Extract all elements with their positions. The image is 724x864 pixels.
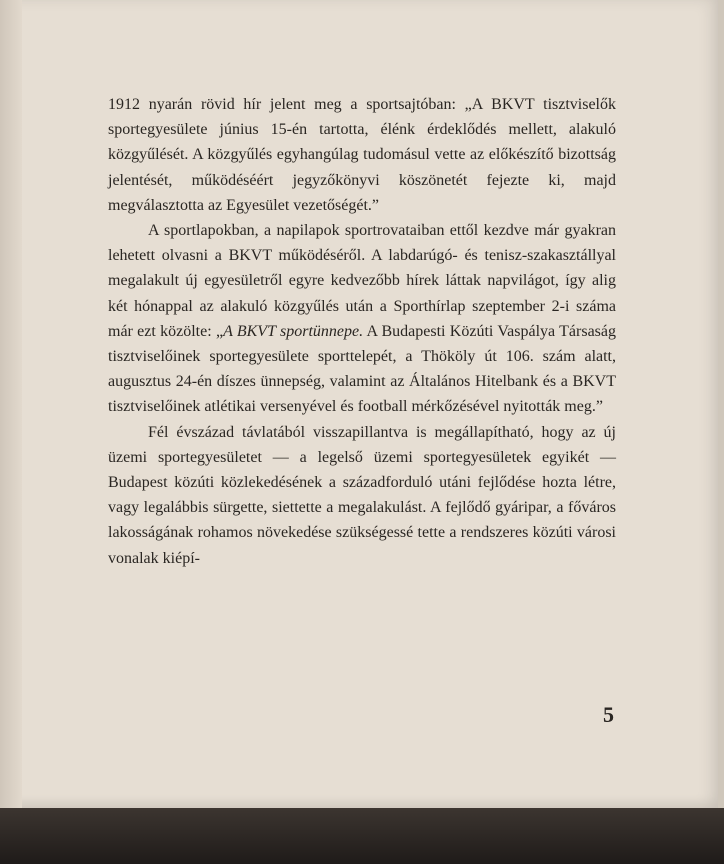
paragraph-2-text-b: A Budapesti Közúti Vaspálya Társaság tisztviselőinek sportegyesülete sporttelepét, a Thököly út 106. szám alatt, augusztus 24-én díszes ünnepség, valamint az Általános Hitelbank és a BKVT tisztviselőinek atlétikai versenyével és football mérkőzésével nyitották meg.” bbox=[108, 322, 616, 416]
paragraph-3-text: Fél évszázad távlatából visszapillantva is megállapítható, hogy az új üzemi sportegyesületet — a legelső üzemi sportegyesületek egyikét — Budapest közúti közlekedésének a századforduló utáni fejlődése hozta létre, vagy legalábbis sürgette, siettette a megalakulást. A fejlődő gyáripar, a főváros lakosságának rohamos növekedése szükségessé tette a rendszeres közúti városi vonalak kiépí- bbox=[108, 423, 616, 567]
paragraph-1 bbox=[108, 92, 616, 218]
paragraph-3 bbox=[108, 420, 616, 571]
paragraph-2-italic-title: A BKVT sportünnepe. bbox=[223, 322, 364, 340]
page-number: 5 bbox=[603, 702, 614, 727]
page-right-edge bbox=[718, 0, 724, 808]
body-text bbox=[108, 92, 616, 571]
paragraph-2-text-a: A sportlapokban, a napilapok sportrovataiban ettől kezdve már gyakran lehetett olvasni a BKVT működéséről. A labdarúgó- és tenisz-szakasztállyal megalakult új egyesületről egyre kedvezőbb hírek láttak napvilágot, így alig két hónappal az alakuló közgyűlés után a Sporthírlap szeptember 2-i száma már ezt közölte: „ bbox=[108, 222, 616, 340]
page-binding bbox=[0, 0, 22, 808]
paragraph-1-text: 1912 nyarán rövid hír jelent meg a sportsajtóban: „A BKVT tisztviselők sportegyesülete június 15-én tartotta, élénk érdeklődés mellett, alakuló közgyűlését. A közgyűlés egyhangúlag tudomásul vette az előkészítő bizottság jelentését, működéséért jegyzőkönyvi köszönetét fejezte ki, majd megválasztotta az Egyesület vezetőségét.” bbox=[108, 96, 616, 214]
scan-bottom-edge bbox=[0, 808, 724, 864]
paragraph-2 bbox=[108, 218, 616, 420]
